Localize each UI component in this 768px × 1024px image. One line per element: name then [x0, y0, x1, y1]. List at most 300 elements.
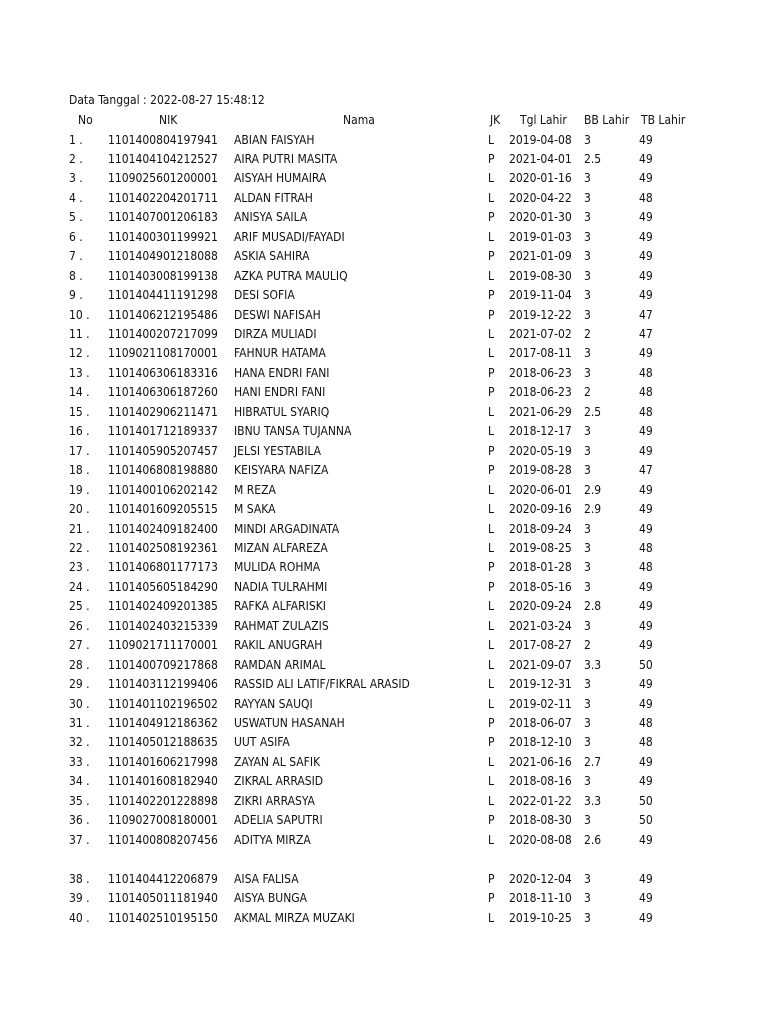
cell-tb-lahir: 47 — [639, 327, 653, 341]
cell-nama: RAMDAN ARIMAL — [234, 657, 326, 672]
cell-tgl-lahir: 2019-12-22 — [509, 307, 572, 322]
cell-nama: AISYAH HUMAIRA — [234, 171, 327, 186]
cell-bb-lahir: 3 — [584, 891, 591, 906]
cell-no: 22 . — [69, 540, 90, 555]
table-row — [0, 792, 768, 811]
cell-nik: 1101402508192361 — [108, 540, 218, 555]
cell-nik: 1101400804197941 — [108, 132, 218, 147]
cell-tgl-lahir: 2018-09-24 — [509, 521, 572, 536]
cell-nik: 1101402403215339 — [108, 618, 218, 633]
cell-jk: L — [488, 910, 495, 925]
cell-no: 14 . — [69, 385, 90, 400]
cell-bb-lahir: 3 — [584, 249, 591, 264]
cell-no: 16 . — [69, 424, 90, 439]
cell-tgl-lahir: 2018-01-28 — [509, 560, 572, 575]
cell-tgl-lahir: 2019-01-03 — [509, 229, 572, 244]
cell-tb-lahir: 49 — [639, 229, 653, 244]
cell-tgl-lahir: 2020-08-08 — [509, 832, 572, 847]
cell-nama: MULIDA ROHMA — [234, 560, 321, 575]
cell-nik: 1101401712189337 — [108, 424, 218, 439]
cell-no: 27 . — [69, 638, 90, 653]
cell-jk: L — [488, 793, 495, 808]
table-row — [0, 733, 768, 752]
header-tb-lahir: TB Lahir — [641, 113, 686, 127]
cell-nama: AISYA BUNGA — [234, 891, 308, 906]
cell-nik: 1101400106202142 — [108, 482, 218, 497]
cell-nik: 1101406801177173 — [108, 560, 218, 575]
cell-jk: L — [488, 521, 495, 536]
cell-jk: P — [488, 288, 495, 303]
table-row — [0, 306, 768, 325]
cell-nama: DIRZA MULIADI — [234, 327, 317, 341]
cell-jk: P — [488, 871, 495, 886]
cell-no: 1 . — [69, 132, 83, 147]
cell-jk: P — [488, 891, 495, 906]
table-row — [0, 344, 768, 363]
table-row — [0, 520, 768, 539]
cell-nik: 1101406808198880 — [108, 463, 218, 478]
cell-nama: KEISYARA NAFIZA — [234, 463, 329, 478]
table-row — [0, 150, 768, 169]
cell-no: 13 . — [69, 365, 90, 380]
cell-tgl-lahir: 2020-12-04 — [509, 871, 572, 886]
cell-nik: 1101405605184290 — [108, 579, 218, 594]
cell-nik: 1101404104212527 — [108, 151, 218, 166]
cell-bb-lahir: 3 — [584, 365, 591, 380]
cell-no: 18 . — [69, 463, 90, 478]
cell-tgl-lahir: 2017-08-27 — [509, 638, 572, 653]
cell-nik: 1101402201228898 — [108, 793, 218, 808]
table-row — [0, 403, 768, 422]
cell-nama: ALDAN FITRAH — [234, 190, 313, 205]
cell-no: 32 . — [69, 735, 90, 750]
cell-bb-lahir: 2.9 — [584, 482, 602, 497]
cell-bb-lahir: 2.5 — [584, 151, 602, 166]
cell-tgl-lahir: 2019-12-31 — [509, 677, 572, 692]
cell-tb-lahir: 49 — [639, 832, 653, 847]
cell-nama: MINDI ARGADINATA — [234, 521, 340, 536]
cell-tb-lahir: 49 — [639, 599, 653, 614]
table-row — [0, 753, 768, 772]
cell-jk: L — [488, 424, 495, 439]
cell-no: 35 . — [69, 793, 90, 808]
cell-nama: AKMAL MIRZA MUZAKI — [234, 910, 355, 925]
cell-no: 8 . — [69, 268, 83, 283]
table-row — [0, 811, 768, 830]
cell-bb-lahir: 2.7 — [584, 754, 602, 769]
cell-no: 26 . — [69, 618, 90, 633]
cell-tgl-lahir: 2018-12-10 — [509, 735, 572, 750]
cell-tb-lahir: 48 — [639, 365, 653, 380]
cell-tb-lahir: 49 — [639, 754, 653, 769]
cell-nik: 1101404901218088 — [108, 249, 218, 264]
cell-nik: 1101401609205515 — [108, 502, 218, 517]
cell-nik: 1101401608182940 — [108, 774, 218, 789]
cell-no: 34 . — [69, 774, 90, 789]
cell-tb-lahir: 49 — [639, 638, 653, 653]
cell-tgl-lahir: 2020-01-30 — [509, 210, 572, 225]
cell-no: 11 . — [69, 327, 90, 341]
cell-nama: HANI ENDRI FANI — [234, 385, 326, 400]
cell-jk: L — [488, 171, 495, 186]
cell-tb-lahir: 49 — [639, 268, 653, 283]
cell-no: 21 . — [69, 521, 90, 536]
cell-nik: 1109021108170001 — [108, 346, 218, 361]
cell-nama: AZKA PUTRA MAULIQ — [234, 268, 348, 283]
cell-bb-lahir: 3 — [584, 910, 591, 925]
cell-nik: 1101400301199921 — [108, 229, 218, 244]
table-row — [0, 422, 768, 441]
cell-jk: L — [488, 677, 495, 692]
table-row — [0, 189, 768, 208]
cell-tgl-lahir: 2018-06-23 — [509, 365, 572, 380]
cell-tb-lahir: 47 — [639, 463, 653, 478]
cell-tb-lahir: 49 — [639, 346, 653, 361]
cell-nik: 1101402409182400 — [108, 521, 218, 536]
cell-no: 25 . — [69, 599, 90, 614]
cell-tb-lahir: 49 — [639, 424, 653, 439]
cell-no: 23 . — [69, 560, 90, 575]
cell-nik: 1101403112199406 — [108, 677, 218, 692]
cell-jk: L — [488, 618, 495, 633]
cell-bb-lahir: 3 — [584, 132, 591, 147]
cell-tgl-lahir: 2021-01-09 — [509, 249, 572, 264]
cell-jk: L — [488, 132, 495, 147]
cell-nik: 1101400709217868 — [108, 657, 218, 672]
cell-tb-lahir: 48 — [639, 735, 653, 750]
cell-nama: ASKIA SAHIRA — [234, 249, 310, 264]
cell-nama: RAFKA ALFARISKI — [234, 599, 326, 614]
cell-nik: 1101406212195486 — [108, 307, 218, 322]
cell-jk: L — [488, 774, 495, 789]
cell-tb-lahir: 49 — [639, 210, 653, 225]
cell-bb-lahir: 3 — [584, 307, 591, 322]
cell-bb-lahir: 3 — [584, 288, 591, 303]
cell-bb-lahir: 3 — [584, 716, 591, 730]
cell-tb-lahir: 49 — [639, 891, 653, 906]
cell-tb-lahir: 48 — [639, 560, 653, 575]
cell-tgl-lahir: 2020-04-22 — [509, 190, 572, 205]
cell-bb-lahir: 3 — [584, 210, 591, 225]
header-nama: Nama — [343, 113, 375, 127]
header-no: No — [78, 113, 93, 127]
cell-bb-lahir: 3.3 — [584, 793, 602, 808]
cell-bb-lahir: 3 — [584, 463, 591, 478]
cell-bb-lahir: 2 — [584, 327, 591, 341]
cell-jk: P — [488, 443, 495, 458]
cell-jk: P — [488, 385, 495, 400]
cell-tb-lahir: 49 — [639, 871, 653, 886]
cell-no: 37 . — [69, 832, 90, 847]
cell-nik: 1101403008199138 — [108, 268, 218, 283]
cell-bb-lahir: 2 — [584, 638, 591, 653]
cell-nik: 1101404411191298 — [108, 288, 218, 303]
cell-bb-lahir: 3 — [584, 774, 591, 789]
cell-bb-lahir: 3 — [584, 190, 591, 205]
cell-jk: P — [488, 307, 495, 322]
cell-bb-lahir: 3 — [584, 677, 591, 692]
cell-no: 36 . — [69, 813, 90, 828]
cell-tgl-lahir: 2020-01-16 — [509, 171, 572, 186]
cell-nik: 1109021711170001 — [108, 638, 218, 653]
cell-bb-lahir: 2.6 — [584, 832, 602, 847]
cell-bb-lahir: 3 — [584, 171, 591, 186]
table-row — [0, 714, 768, 733]
cell-tgl-lahir: 2018-08-16 — [509, 774, 572, 789]
cell-nama: RAHMAT ZULAZIS — [234, 618, 329, 633]
cell-nik: 1101401606217998 — [108, 754, 218, 769]
cell-no: 15 . — [69, 404, 90, 419]
table-row — [0, 131, 768, 150]
cell-bb-lahir: 3 — [584, 560, 591, 575]
cell-no: 20 . — [69, 502, 90, 517]
cell-nik: 1109025601200001 — [108, 171, 218, 186]
cell-nik: 1101405905207457 — [108, 443, 218, 458]
table-row — [0, 169, 768, 188]
header-nik: NIK — [159, 113, 178, 127]
cell-tb-lahir: 50 — [639, 657, 653, 672]
cell-jk: P — [488, 735, 495, 750]
header-jk: JK — [490, 113, 501, 127]
table-row — [0, 442, 768, 461]
cell-jk: L — [488, 268, 495, 283]
cell-tb-lahir: 49 — [639, 696, 653, 711]
table-row — [0, 539, 768, 558]
cell-jk: P — [488, 365, 495, 380]
cell-tb-lahir: 48 — [639, 404, 653, 419]
cell-jk: L — [488, 482, 495, 497]
cell-jk: L — [488, 502, 495, 517]
cell-tgl-lahir: 2021-06-29 — [509, 404, 572, 419]
cell-nama: ADITYA MIRZA — [234, 832, 311, 847]
table-row — [0, 267, 768, 286]
cell-jk: L — [488, 190, 495, 205]
table-row — [0, 889, 768, 908]
header-tgl-lahir: Tgl Lahir — [520, 113, 567, 127]
table-row — [0, 675, 768, 694]
table-row — [0, 286, 768, 305]
cell-no: 12 . — [69, 346, 90, 361]
cell-jk: P — [488, 249, 495, 264]
cell-tb-lahir: 49 — [639, 502, 653, 517]
cell-tgl-lahir: 2018-05-16 — [509, 579, 572, 594]
table-row — [0, 325, 768, 344]
cell-tgl-lahir: 2018-08-30 — [509, 813, 572, 828]
cell-tgl-lahir: 2018-06-07 — [509, 716, 572, 730]
cell-nama: ABIAN FAISYAH — [234, 132, 315, 147]
cell-nama: HANA ENDRI FANI — [234, 365, 330, 380]
cell-nama: JELSI YESTABILA — [234, 443, 322, 458]
table-row — [0, 228, 768, 247]
cell-bb-lahir: 3 — [584, 579, 591, 594]
cell-tgl-lahir: 2019-11-04 — [509, 288, 572, 303]
cell-tgl-lahir: 2019-02-11 — [509, 696, 572, 711]
cell-no: 28 . — [69, 657, 90, 672]
cell-tgl-lahir: 2020-09-16 — [509, 502, 572, 517]
cell-nama: RASSID ALI LATIF/FIKRAL ARASID — [234, 677, 410, 692]
cell-nik: 1101404912186362 — [108, 716, 218, 730]
cell-no: 10 . — [69, 307, 90, 322]
cell-no: 33 . — [69, 754, 90, 769]
cell-nama: RAKIL ANUGRAH — [234, 638, 323, 653]
cell-nik: 1101402510195150 — [108, 910, 218, 925]
cell-jk: P — [488, 579, 495, 594]
cell-tgl-lahir: 2021-03-24 — [509, 618, 572, 633]
cell-bb-lahir: 2.9 — [584, 502, 602, 517]
cell-bb-lahir: 3 — [584, 735, 591, 750]
cell-bb-lahir: 3.3 — [584, 657, 602, 672]
cell-tgl-lahir: 2019-04-08 — [509, 132, 572, 147]
cell-tb-lahir: 49 — [639, 443, 653, 458]
cell-tgl-lahir: 2020-06-01 — [509, 482, 572, 497]
cell-tgl-lahir: 2019-08-30 — [509, 268, 572, 283]
cell-bb-lahir: 3 — [584, 540, 591, 555]
cell-tb-lahir: 49 — [639, 910, 653, 925]
cell-jk: L — [488, 599, 495, 614]
cell-bb-lahir: 3 — [584, 871, 591, 886]
cell-no: 31 . — [69, 716, 90, 730]
cell-nik: 1101402409201385 — [108, 599, 218, 614]
cell-tb-lahir: 50 — [639, 793, 653, 808]
cell-nama: AISA FALISA — [234, 871, 299, 886]
cell-nik: 1101406306187260 — [108, 385, 218, 400]
cell-tgl-lahir: 2021-06-16 — [509, 754, 572, 769]
report-date-title: Data Tanggal : 2022-08-27 15:48:12 — [69, 93, 265, 107]
cell-tb-lahir: 48 — [639, 385, 653, 400]
cell-tb-lahir: 49 — [639, 171, 653, 186]
table-row — [0, 831, 768, 850]
cell-tb-lahir: 49 — [639, 521, 653, 536]
cell-bb-lahir: 3 — [584, 696, 591, 711]
cell-nama: DESI SOFIA — [234, 288, 295, 303]
table-row — [0, 558, 768, 577]
cell-tb-lahir: 49 — [639, 482, 653, 497]
cell-jk: L — [488, 404, 495, 419]
cell-nama: ANISYA SAILA — [234, 210, 308, 225]
cell-tgl-lahir: 2020-09-24 — [509, 599, 572, 614]
cell-no: 24 . — [69, 579, 90, 594]
table-row — [0, 500, 768, 519]
cell-tb-lahir: 49 — [639, 249, 653, 264]
cell-nama: FAHNUR HATAMA — [234, 346, 326, 361]
cell-jk: P — [488, 716, 495, 730]
cell-nama: ZIKRI ARRASYA — [234, 793, 315, 808]
table-row — [0, 772, 768, 791]
cell-tgl-lahir: 2018-11-10 — [509, 891, 572, 906]
cell-tb-lahir: 48 — [639, 716, 653, 730]
cell-tb-lahir: 49 — [639, 677, 653, 692]
cell-tgl-lahir: 2019-08-25 — [509, 540, 572, 555]
cell-no: 19 . — [69, 482, 90, 497]
cell-bb-lahir: 3 — [584, 618, 591, 633]
cell-nama: M SAKA — [234, 502, 276, 517]
cell-nama: IBNU TANSA TUJANNA — [234, 424, 352, 439]
cell-bb-lahir: 3 — [584, 346, 591, 361]
cell-tb-lahir: 48 — [639, 190, 653, 205]
cell-tb-lahir: 49 — [639, 288, 653, 303]
cell-bb-lahir: 3 — [584, 229, 591, 244]
cell-no: 3 . — [69, 171, 83, 186]
cell-tgl-lahir: 2017-08-11 — [509, 346, 572, 361]
cell-bb-lahir: 2 — [584, 385, 591, 400]
cell-jk: L — [488, 754, 495, 769]
cell-bb-lahir: 3 — [584, 521, 591, 536]
cell-nama: AIRA PUTRI MASITA — [234, 151, 338, 166]
cell-no: 38 . — [69, 871, 90, 886]
cell-nama: ZAYAN AL SAFIK — [234, 754, 321, 769]
cell-nama: NADIA TULRAHMI — [234, 579, 328, 594]
cell-tb-lahir: 49 — [639, 132, 653, 147]
cell-tgl-lahir: 2019-10-25 — [509, 910, 572, 925]
cell-nama: RAYYAN SAUQI — [234, 696, 313, 711]
table-row — [0, 481, 768, 500]
cell-no: 2 . — [69, 151, 83, 166]
cell-no: 30 . — [69, 696, 90, 711]
cell-tgl-lahir: 2019-08-28 — [509, 463, 572, 478]
cell-jk: L — [488, 832, 495, 847]
cell-jk: L — [488, 327, 495, 341]
cell-nik: 1101404412206879 — [108, 871, 218, 886]
cell-nik: 1101402906211471 — [108, 404, 218, 419]
cell-no: 7 . — [69, 249, 83, 264]
cell-no: 9 . — [69, 288, 83, 303]
cell-tgl-lahir: 2021-04-01 — [509, 151, 572, 166]
cell-nik: 1101402204201711 — [108, 190, 218, 205]
cell-no: 40 . — [69, 910, 90, 925]
header-bb-lahir: BB Lahir — [584, 113, 630, 127]
cell-jk: P — [488, 560, 495, 575]
cell-jk: L — [488, 540, 495, 555]
cell-tgl-lahir: 2018-06-23 — [509, 385, 572, 400]
cell-nama: HIBRATUL SYARIQ — [234, 404, 330, 419]
cell-bb-lahir: 3 — [584, 443, 591, 458]
cell-nik: 1101400808207456 — [108, 832, 218, 847]
cell-nama: MIZAN ALFAREZA — [234, 540, 328, 555]
cell-jk: P — [488, 210, 495, 225]
cell-tgl-lahir: 2020-05-19 — [509, 443, 572, 458]
table-row — [0, 208, 768, 227]
cell-tgl-lahir: 2021-07-02 — [509, 327, 572, 341]
cell-nama: UUT ASIFA — [234, 735, 290, 750]
table-row — [0, 247, 768, 266]
cell-bb-lahir: 3 — [584, 424, 591, 439]
cell-jk: P — [488, 151, 495, 166]
cell-nama: ADELIA SAPUTRI — [234, 813, 323, 828]
table-row — [0, 656, 768, 675]
cell-tb-lahir: 49 — [639, 774, 653, 789]
table-row — [0, 578, 768, 597]
table-row — [0, 461, 768, 480]
table-row — [0, 617, 768, 636]
cell-tgl-lahir: 2022-01-22 — [509, 793, 572, 808]
cell-tb-lahir: 50 — [639, 813, 653, 828]
cell-nik: 1101401102196502 — [108, 696, 218, 711]
cell-nik: 1101407001206183 — [108, 210, 218, 225]
cell-nik: 1101406306183316 — [108, 365, 218, 380]
table-row — [0, 909, 768, 928]
cell-nik: 1101405012188635 — [108, 735, 218, 750]
cell-bb-lahir: 2.5 — [584, 404, 602, 419]
cell-no: 5 . — [69, 210, 83, 225]
cell-nama: M REZA — [234, 482, 276, 497]
cell-tb-lahir: 47 — [639, 307, 653, 322]
table-header-row — [0, 111, 768, 130]
cell-jk: L — [488, 638, 495, 653]
cell-jk: L — [488, 657, 495, 672]
cell-no: 29 . — [69, 677, 90, 692]
cell-tb-lahir: 49 — [639, 618, 653, 633]
cell-nik: 1101400207217099 — [108, 327, 218, 341]
